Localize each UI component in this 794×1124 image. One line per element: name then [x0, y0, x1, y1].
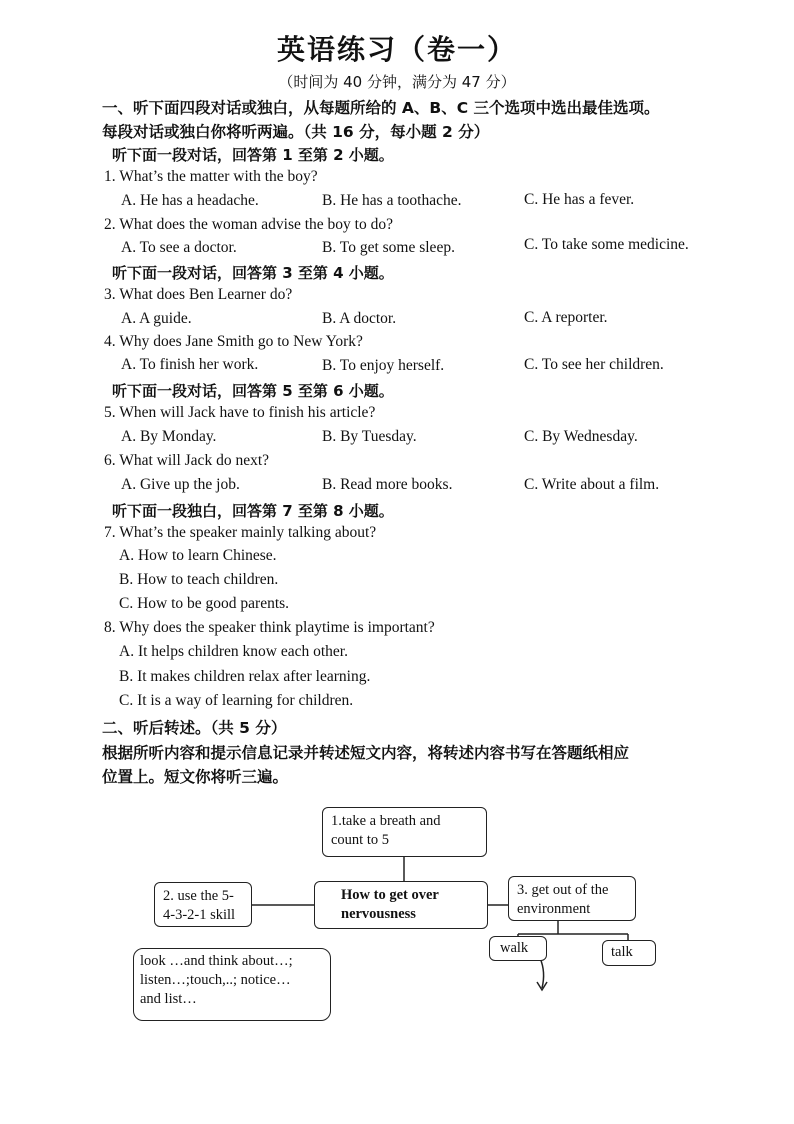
- step-3-line2: environment: [517, 901, 591, 917]
- part2-instruction-line2: 位置上。短文你将听三遍。: [102, 768, 289, 786]
- mindmap-talk-box: [602, 940, 656, 966]
- step-2-line2: 4-3-2-1 skill: [163, 907, 236, 923]
- q3-option-a: A. A guide.: [121, 310, 192, 327]
- q8-option-a: A. It helps children know each other.: [119, 643, 348, 660]
- q2-option-c: C. To take some medicine.: [524, 236, 689, 253]
- center-line2: nervousness: [341, 906, 416, 922]
- question-8: 8. Why does the speaker think playtime is important?: [104, 619, 435, 636]
- mindmap-center-box: [314, 881, 488, 929]
- part2-heading: 二、听后转述。（共 5 分）: [102, 719, 287, 737]
- step-2-line1: 2. use the 5-: [163, 888, 234, 904]
- center-line1: How to get over: [341, 887, 439, 903]
- question-3: 3. What does Ben Learner do?: [104, 286, 293, 303]
- q8-option-b: B. It makes children relax after learning.: [119, 668, 371, 685]
- q4-option-b: B. To enjoy herself.: [322, 357, 445, 374]
- step-3-line1: 3. get out of the: [517, 882, 609, 898]
- mindmap-note-box: [133, 948, 331, 1021]
- q3-option-b: B. A doctor.: [322, 310, 397, 327]
- sub-heading-2: 听下面一段对话，回答第 3 至第 4 小题。: [112, 264, 394, 282]
- sub-heading-1: 听下面一段对话，回答第 1 至第 2 小题。: [112, 146, 394, 164]
- q6-option-c: C. Write about a film.: [524, 476, 660, 493]
- step-1-line2: count to 5: [331, 832, 389, 848]
- sub-heading-4: 听下面一段独白，回答第 7 至第 8 小题。: [112, 502, 394, 520]
- q2-option-b: B. To get some sleep.: [322, 239, 455, 256]
- q7-option-b: B. How to teach children.: [119, 571, 279, 588]
- q5-option-a: A. By Monday.: [121, 428, 217, 445]
- mindmap-step-3-box: [508, 876, 636, 921]
- q8-option-c: C. It is a way of learning for children.: [119, 692, 354, 709]
- q5-option-c: C. By Wednesday.: [524, 428, 638, 445]
- q6-option-a: A. Give up the job.: [121, 476, 240, 493]
- step-1-line1: 1.take a breath and: [331, 813, 441, 829]
- q4-option-a: A. To finish her work.: [121, 356, 259, 373]
- question-5: 5. When will Jack have to finish his article?: [104, 404, 376, 421]
- q7-option-c: C. How to be good parents.: [119, 595, 290, 612]
- part1-heading-line2: 每段对话或独白你将听两遍。（共 16 分，每小题 2 分）: [102, 123, 490, 141]
- mindmap-step-2-box: [154, 882, 252, 927]
- q7-option-a: A. How to learn Chinese.: [119, 547, 277, 564]
- talk-label: talk: [611, 944, 633, 960]
- part1-heading-line1: 一、听下面四段对话或独白，从每题所给的 A、B、C 三个选项中选出最佳选项。: [102, 99, 660, 117]
- question-7: 7. What’s the speaker mainly talking about?: [104, 524, 377, 541]
- exam-time-score: （时间为 40 分钟，满分为 47 分）: [278, 73, 516, 91]
- q1-option-b: B. He has a toothache.: [322, 192, 462, 209]
- q6-option-b: B. Read more books.: [322, 476, 453, 493]
- q1-option-a: A. He has a headache.: [121, 192, 259, 209]
- question-6: 6. What will Jack do next?: [104, 452, 270, 469]
- question-2: 2. What does the woman advise the boy to do?: [104, 216, 393, 233]
- mindmap-step-1-box: [322, 807, 487, 857]
- q1-option-c: C. He has a fever.: [524, 191, 635, 208]
- q2-option-a: A. To see a doctor.: [121, 239, 237, 256]
- part2-instruction-line1: 根据所听内容和提示信息记录并转述短文内容，将转述内容书写在答题纸相应: [102, 744, 630, 762]
- page-title: 英语练习（卷一）: [276, 33, 517, 66]
- sub-heading-3: 听下面一段对话，回答第 5 至第 6 小题。: [112, 382, 394, 400]
- note-line1: look …and think about…;: [140, 953, 293, 969]
- note-line3: and list…: [140, 991, 197, 1007]
- q4-option-c: C. To see her children.: [524, 356, 664, 373]
- question-1: 1. What’s the matter with the boy?: [104, 168, 318, 185]
- mindmap-walk-box: [489, 936, 547, 961]
- note-line2: listen…;touch,..; notice…: [140, 972, 291, 988]
- walk-label: walk: [500, 940, 529, 956]
- question-4: 4. Why does Jane Smith go to New York?: [104, 333, 363, 350]
- q5-option-b: B. By Tuesday.: [322, 428, 417, 445]
- q3-option-c: C. A reporter.: [524, 309, 608, 326]
